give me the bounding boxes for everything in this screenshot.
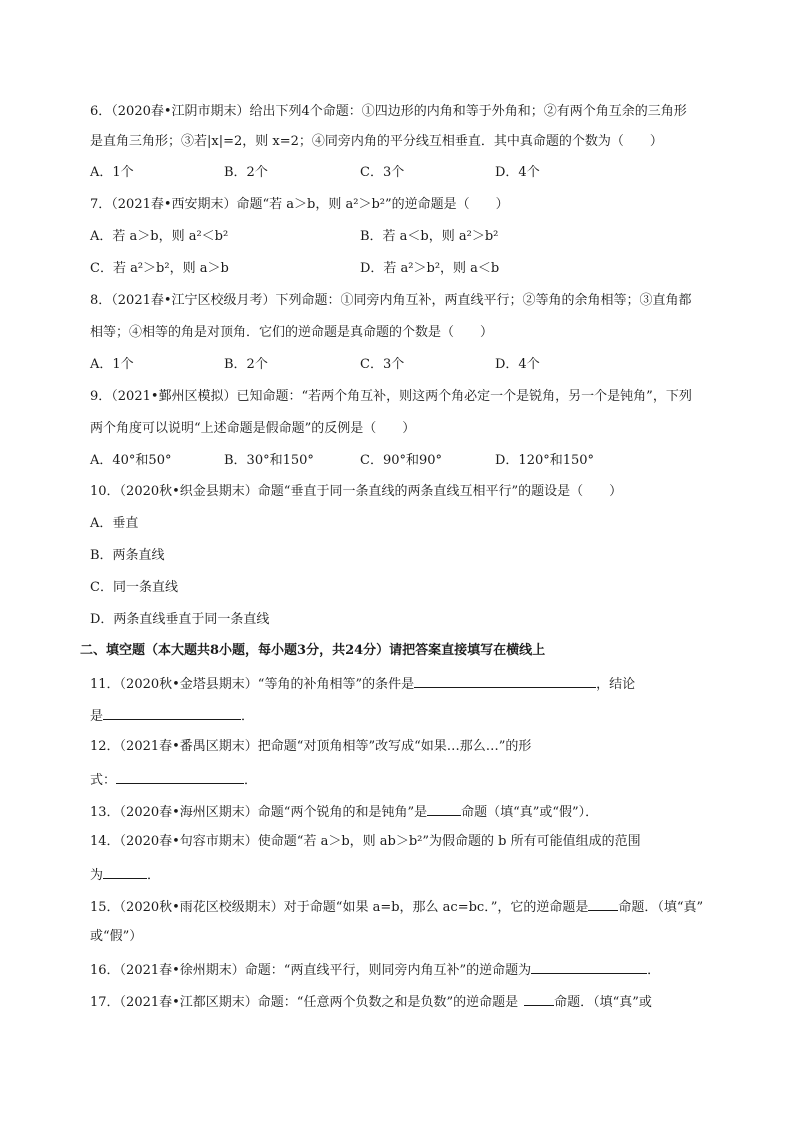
q16-text-b: ． bbox=[647, 963, 661, 978]
q8-option-b: B．2个 bbox=[224, 357, 268, 372]
q17-blank[interactable] bbox=[524, 991, 554, 1006]
q8-option-d: D．4个 bbox=[495, 357, 540, 372]
q6-option-d: D．4个 bbox=[495, 165, 540, 180]
q13-blank[interactable] bbox=[427, 801, 461, 816]
q11-blank-conclusion[interactable] bbox=[103, 705, 241, 720]
question-17-line-1 bbox=[90, 991, 652, 1013]
q9-option-b: B．30°和150° bbox=[224, 453, 314, 468]
q11-text-d: ． bbox=[241, 709, 255, 724]
q12-blank[interactable] bbox=[116, 769, 244, 784]
q16-text-a: 16．（2021春•徐州期末）命题：“两直线平行，则同旁内角互补”的逆命题为 bbox=[90, 963, 532, 978]
question-15-line-2: 或“假”） bbox=[90, 929, 143, 944]
q6-option-c: C．3个 bbox=[360, 165, 405, 180]
question-8-line-2: 相等；④相等的角是对顶角．它们的逆命题是真命题的个数是（ ） bbox=[90, 325, 494, 340]
q12-text-b: 式： bbox=[90, 773, 117, 788]
q17-text-a: 17．（2021春•江都区期末）命题：“任意两个负数之和是负数”的逆命题是 bbox=[90, 995, 519, 1010]
question-12-line-2 bbox=[90, 769, 257, 791]
q15-text-a: 15．（2020秋•雨花区校级期末）对于命题“如果 a=b，那么 ac=bc．”，它的逆命题是 bbox=[90, 900, 589, 915]
q11-text-c: 是 bbox=[90, 709, 104, 724]
q7-option-d: D．若 a²＞b²，则 a＜b bbox=[360, 261, 500, 276]
question-16-line-1 bbox=[90, 959, 660, 981]
question-10-line-1: 10．（2020秋•织金县期末）命题“垂直于同一条直线的两条直线互相平行”的题设是（ ） bbox=[90, 484, 623, 499]
question-14-line-2 bbox=[90, 864, 160, 886]
question-15-line-1 bbox=[90, 896, 703, 918]
question-6-line-2: 是直角三角形；③若|x|=2，则 x=2；④同旁内角的平分线互相垂直．其中真命题的个数为（ ） bbox=[90, 134, 663, 149]
q15-blank[interactable] bbox=[588, 896, 618, 911]
question-9-line-2: 两个角度可以说明“上述命题是假命题”的反例是（ ） bbox=[90, 421, 416, 436]
q15-text-b: 命题．（填“真” bbox=[618, 900, 704, 915]
q8-option-c: C．3个 bbox=[360, 357, 405, 372]
question-11-line-2 bbox=[90, 705, 254, 727]
q8-option-a: A．1个 bbox=[90, 357, 134, 372]
q9-option-c: C．90°和90° bbox=[360, 453, 443, 468]
q17-text-b: 命题．（填“真”或 bbox=[554, 995, 652, 1010]
q11-blank-condition[interactable] bbox=[414, 673, 596, 688]
section-2-heading: 二、填空题（本大题共8小题，每小题3分，共24分）请把答案直接填写在横线上 bbox=[80, 643, 546, 658]
q11-text-a: 11．（2020秋•金塔县期末）“等角的补角相等”的条件是 bbox=[90, 677, 415, 692]
q12-text-c: ． bbox=[244, 773, 258, 788]
q10-option-a: A．垂直 bbox=[90, 516, 139, 531]
q9-option-a: A．40°和50° bbox=[90, 453, 172, 468]
q16-blank[interactable] bbox=[531, 959, 647, 974]
q10-option-b: B．两条直线 bbox=[90, 548, 165, 563]
q7-option-a: A．若 a＞b，则 a²＜b² bbox=[90, 229, 229, 244]
q10-option-c: C．同一条直线 bbox=[90, 580, 178, 595]
question-7-line-1: 7．（2021春•西安期末）命题“若 a＞b，则 a²＞b²”的逆命题是（ ） bbox=[90, 197, 509, 212]
q10-option-d: D．两条直线垂直于同一条直线 bbox=[90, 612, 270, 627]
q7-option-b: B．若 a＜b，则 a²＞b² bbox=[360, 229, 499, 244]
question-8-line-1: 8．（2021春•江宁区校级月考）下列命题：①同旁内角互补，两直线平行；②等角的余角相等；③直角都 bbox=[90, 293, 692, 308]
q11-text-b: ，结论 bbox=[596, 677, 636, 692]
q13-text-b: 命题（填“真”或“假”）． bbox=[461, 805, 599, 820]
question-6-line-1: 6．（2020春•江阴市期末）给出下列4个命题：①四边形的内角和等于外角和；②有两个角互余的三角形 bbox=[90, 104, 687, 119]
q6-option-b: B．2个 bbox=[224, 165, 268, 180]
question-14-line-1: 14．（2020春•句容市期末）使命题“若 a＞b，则 ab＞b²”为假命题的 b 所有可能值组成的范围 bbox=[90, 834, 641, 849]
q6-option-a: A．1个 bbox=[90, 165, 134, 180]
q13-text-a: 13．（2020春•海州区期末）命题“两个锐角的和是钝角”是 bbox=[90, 805, 428, 820]
q7-option-c: C．若 a²＞b²，则 a＞b bbox=[90, 261, 229, 276]
q9-option-d: D．120°和150° bbox=[495, 453, 595, 468]
q14-blank[interactable] bbox=[103, 864, 147, 879]
question-13-line-1 bbox=[90, 801, 598, 823]
question-11-line-1 bbox=[90, 673, 635, 695]
question-9-line-1: 9．（2021•鄞州区模拟）已知命题：“若两个角互补，则这两个角必定一个是锐角，另一个是钝角”，下列 bbox=[90, 389, 692, 404]
question-12-line-1: 12．（2021春•番禺区期末）把命题“对顶角相等”改写成“如果…那么…”的形 bbox=[90, 739, 532, 754]
q14-text-c: ． bbox=[147, 868, 161, 883]
q14-text-b: 为 bbox=[90, 868, 104, 883]
